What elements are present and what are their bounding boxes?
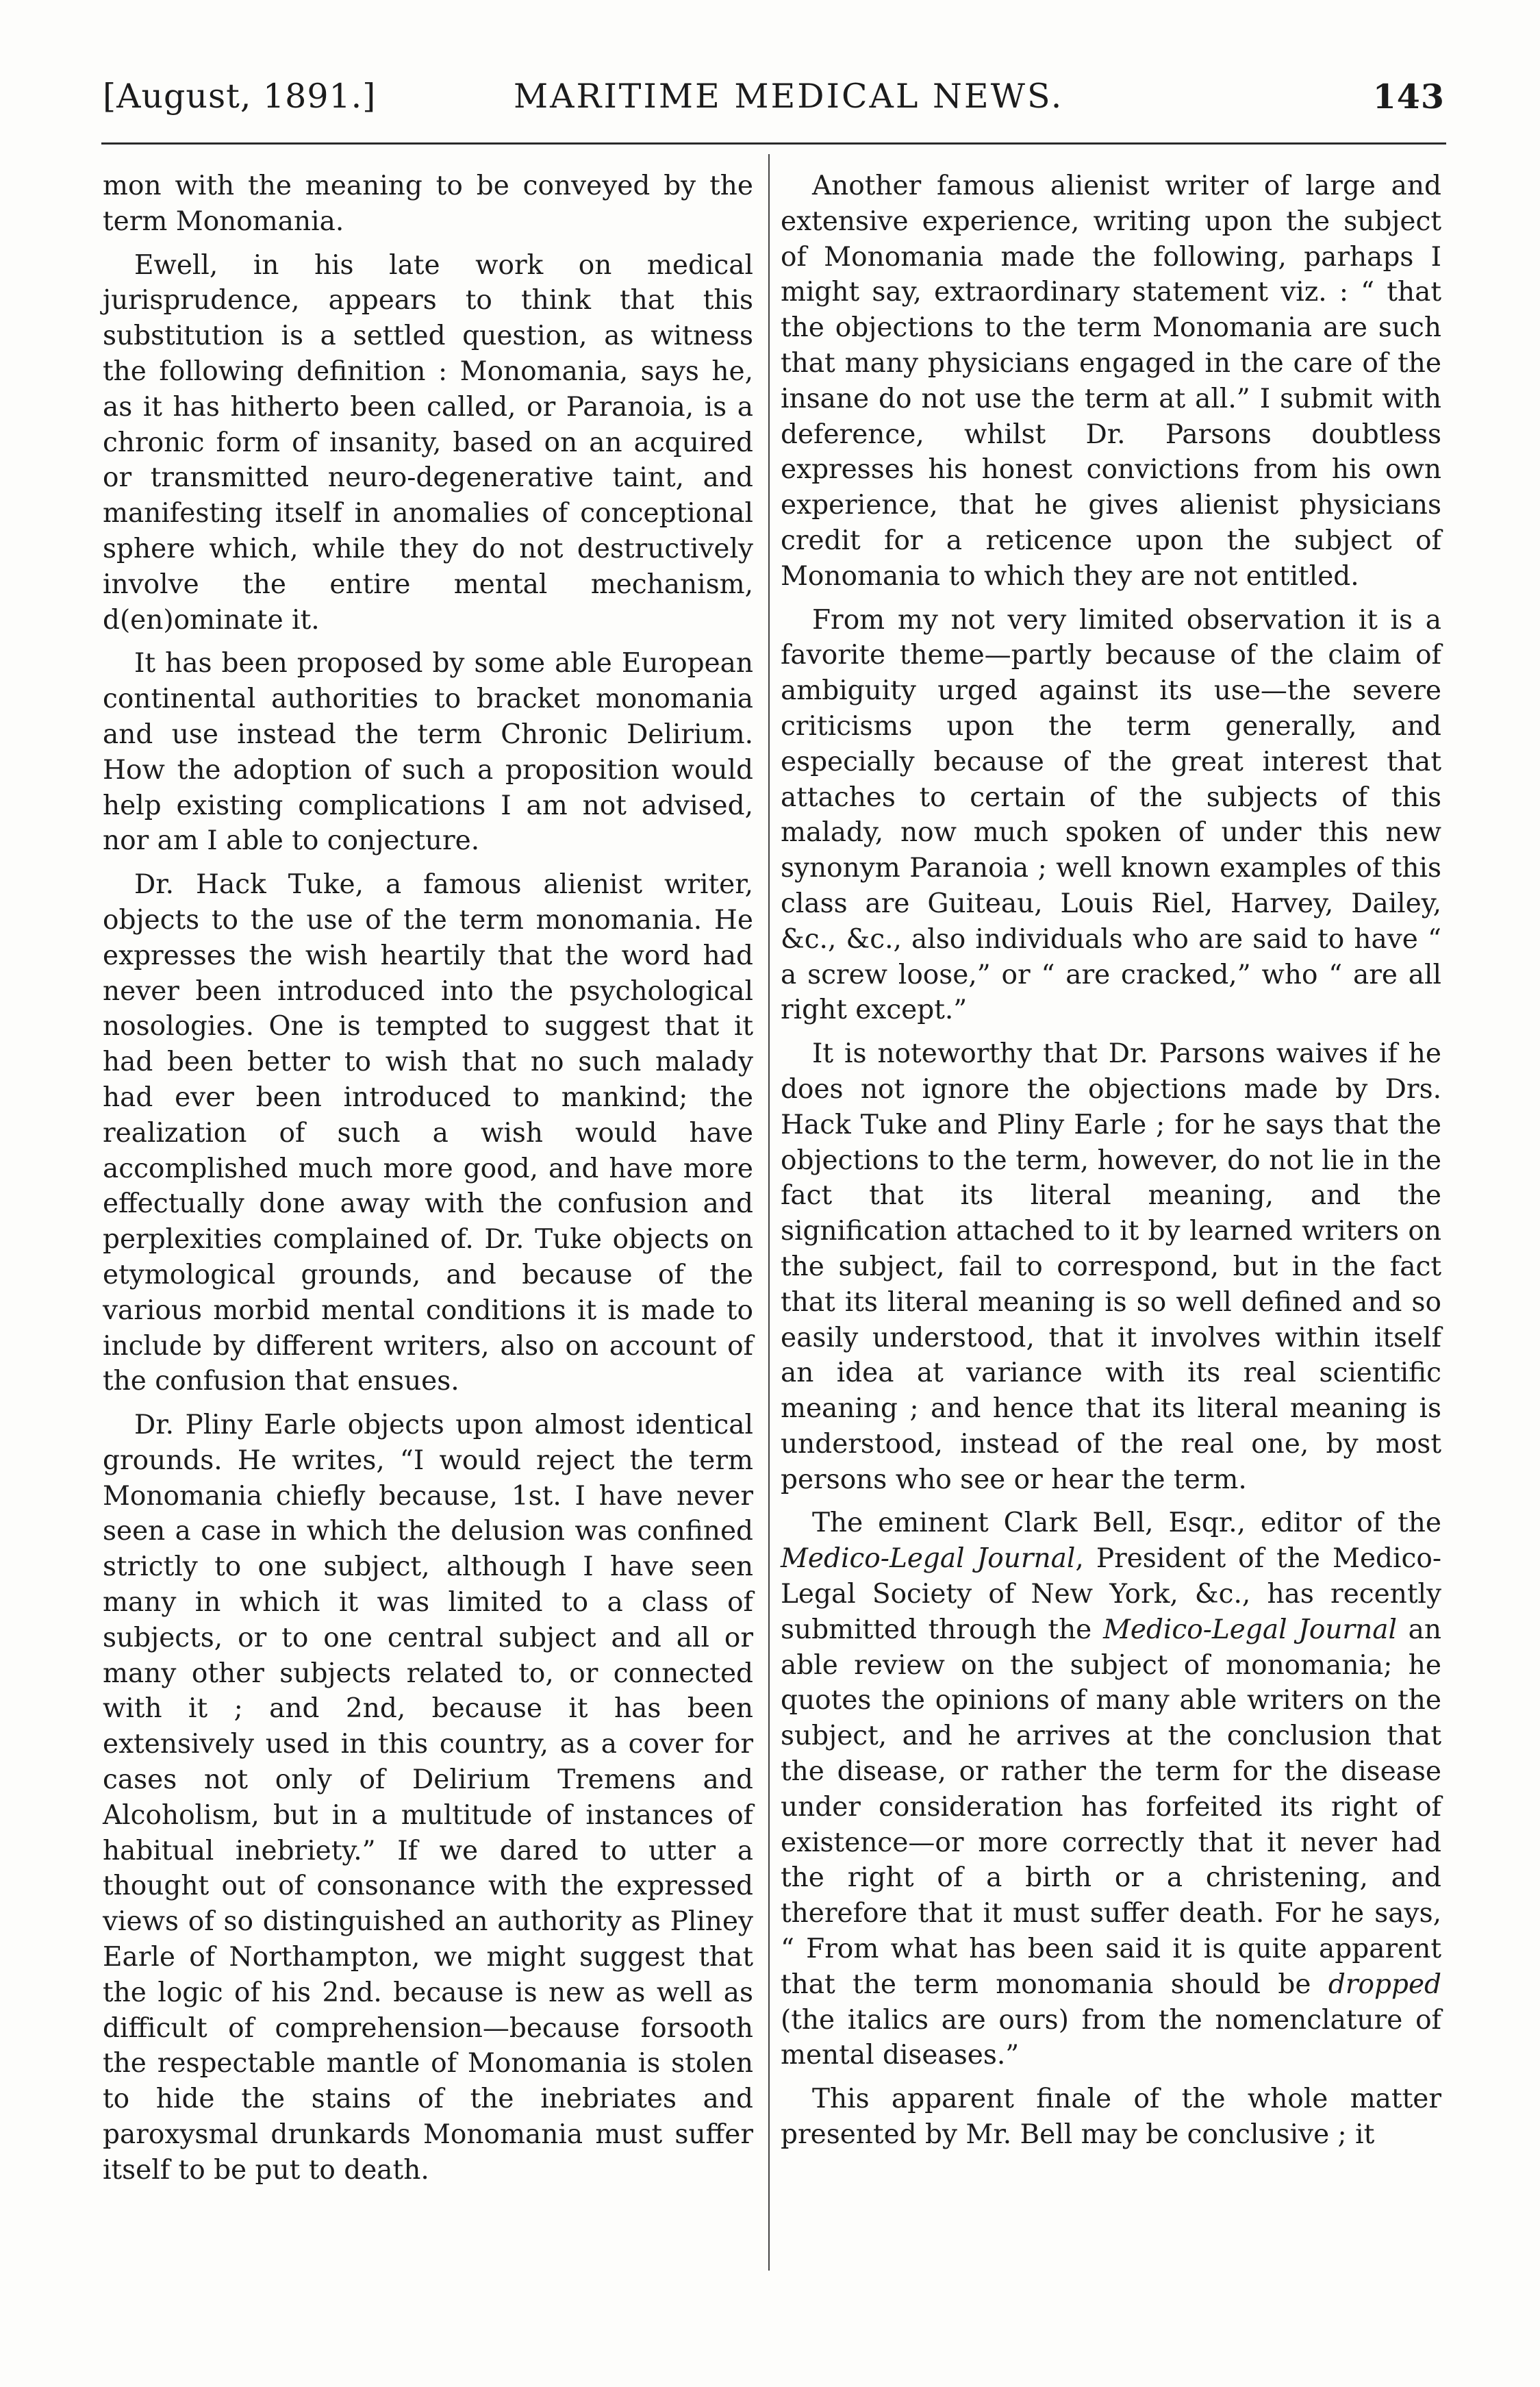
paragraph: From my not very limited observation it is a favorite theme—partly because of the claim of ambiguity urged against its use—the severe criticisms upon the term generally, and especially because of the great interest that attaches to certain of the subjects of this malady, now much spoken of under this new synonym Paranoia ; well known examples of this class are Guiteau, Louis Riel, Harvey, Dailey, &c., &c., also individuals who are said to have “ a screw loose,” or “ are cracked,” who “ are all right except.” xyxy=(781,604,1441,1026)
journal-name-italic: Medico-Legal Journal xyxy=(781,1543,1076,1575)
left-column xyxy=(103,168,753,2197)
paragraph: Another famous alienist writer of large and extensive experience, writing upon the subject of Monomania made the following, parhaps I might say, extraordinary statement viz. : “ that the objections to the term Monomania are such that many physicians engaged in the care of the insane do not use the term at all.” I submit with deference, whilst Dr. Parsons doubtless expresses his honest convictions from his own experience, that he gives alienist physicians credit for a reticence upon the subject of Monomania to which they are not entitled. xyxy=(781,171,1441,592)
paragraph: Dr. Hack Tuke, a famous alienist writer, objects to the use of the term monomania. He expresses the wish heartily that the word had never been introduced into the psychological nosologies. One is tempted to suggest that it had been better to wish that no such malady had ever been introduced to mankind; the realization of such a wish would have accomplished much more good, and have more effectually done away with the confusion and perplexities complained of. Dr. Tuke objects on etymological grounds, and because of the various morbid mental conditions it is made to include by different writers, also on account of the confusion that ensues. xyxy=(103,869,753,1397)
journal-title: MARITIME MEDICAL NEWS. xyxy=(514,77,1064,116)
running-header xyxy=(103,77,1445,132)
right-column xyxy=(781,168,1441,2161)
paragraph: This apparent finale of the whole matter presented by Mr. Bell may be conclusive ; it xyxy=(781,2084,1441,2151)
page-number: 143 xyxy=(1372,77,1445,116)
journal-name-italic: Medico-Legal Journal xyxy=(1102,1614,1397,1645)
header-rule xyxy=(101,142,1446,145)
paragraph: Ewell, in his late work on medical jurisprudence, appears to think that this substitution is a settled question, as witness the following definition : Monomania, says he, as it has hitherto been called, or Paranoia, is a chronic form of insanity, based on an acquired or transmitted neuro-degenerative taint, and manifesting itself in anomalies of conceptional sphere which, while they do not destructively involve the entire mental mechanism, d(en)ominate it. xyxy=(103,249,753,636)
text-run: The eminent Clark Bell, Esqr., editor of the xyxy=(812,1508,1441,1539)
text-run: (the italics are ours) from the nomenclature of mental diseases.” xyxy=(781,2004,1441,2071)
emphasis-italic: dropped xyxy=(1328,1969,1441,2000)
paragraph: It has been proposed by some able European continental authorities to bracket monomania and use instead the term Chronic Delirium. How the adoption of such a proposition would help existing complications I am not advised, nor am I able to conjecture. xyxy=(103,648,753,857)
paragraph xyxy=(781,1505,1441,2073)
text-run: an able review on the subject of monomania; he quotes the opinions of many able writers on the subject, and he arrives at the conclusion that the disease, or rather the term for the disease under consideration has forfeited its right of existence—or more correctly that it never had the right of a birth or a christening, and therefore that it must suffer death. For he says, “ From what has been said it is quite apparent that the term monomania should be xyxy=(781,1614,1441,2000)
text-run: , President of the Medico-Legal Society of New York, &c., has recently submitted through the xyxy=(781,1543,1441,1645)
column-divider xyxy=(768,154,770,2271)
paragraph: mon with the meaning to be conveyed by the term Monomania. xyxy=(103,171,753,237)
paragraph: It is noteworthy that Dr. Parsons waives if he does not ignore the objections made by Drs. Hack Tuke and Pliny Earle ; for he says that the objections to the term, however, do not lie in the fact that its literal meaning, and the signification attached to it by learned writers on the subject, fail to correspond, but in the fact that its literal meaning is so well defined and so easily understood, that it involves within itself an idea at variance with its real scientific meaning ; and hence that its literal meaning is understood, instead of the real one, by most persons who see or hear the term. xyxy=(781,1038,1441,1495)
paragraph: Dr. Pliny Earle objects upon almost identical grounds. He writes, “I would reject the term Monomania chiefly because, 1st. I have never seen a case in which the delusion was confined strictly to one subject, although I have seen many in which it was limited to a class of subjects, or to one central subject and all or many other subjects related to, or connected with it ; and 2nd, because it has been extensively used in this country, as a cover for cases not only of Delirium Tremens and Alcoholism, but in a multitude of instances of habitual inebriety.” If we dared to utter a thought out of consonance with the expressed views of so distinguished an authority as Pliney Earle of Northampton, we might suggest that the logic of his 2nd. because is new as well as difficult of comprehension—because forsooth the respectable mantle of Monomania is stolen to hide the stains of the inebriates and paroxysmal drunkards Monomania must suffer itself to be put to death. xyxy=(103,1410,753,2186)
issue-date: [August, 1891.] xyxy=(103,77,377,116)
